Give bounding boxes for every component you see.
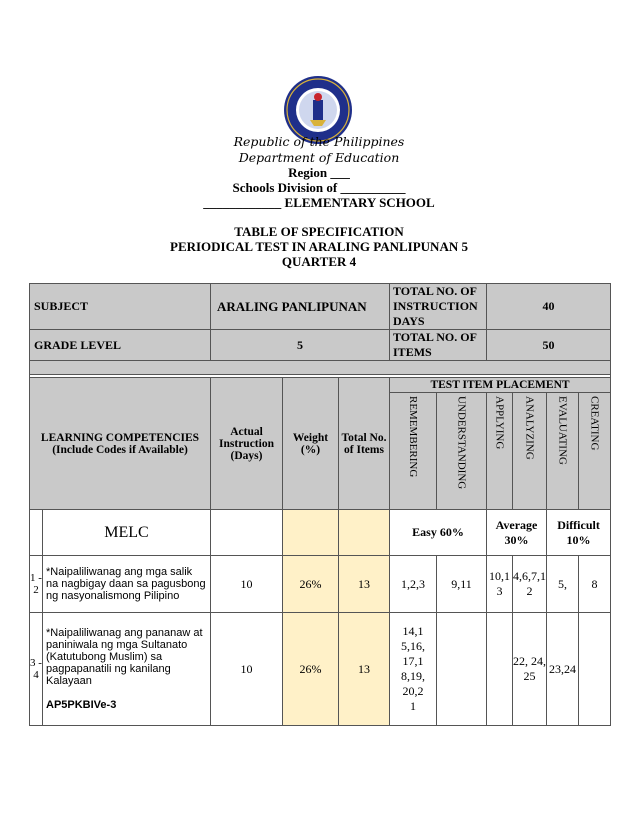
level-evaluating: EVALUATING	[547, 393, 579, 510]
competency-text: *Naipaliliwanag ang mga salik na nagbigay daan sa pagusbong ng nasyonalismong Pilipino	[43, 556, 211, 613]
melc-weight-cell	[283, 510, 339, 556]
analyzing-items: 22, 24, 25	[513, 613, 547, 726]
level-analyzing: ANALYZING	[513, 393, 547, 510]
school-line: ____________ ELEMENTARY SCHOOL	[203, 195, 435, 210]
total-items-label: TOTAL NO. OF ITEMS	[390, 330, 487, 361]
melc-days-cell	[211, 510, 283, 556]
melc-num-cell	[30, 510, 43, 556]
division-line: Schools Division of __________	[232, 180, 406, 195]
level-understanding: UNDERSTANDING	[437, 393, 487, 510]
test-item-placement-header: TEST ITEM PLACEMENT	[390, 378, 611, 393]
understanding-items	[437, 613, 487, 726]
competency-header: LEARNING COMPETENCIES (Include Codes if Available)	[30, 378, 211, 510]
grade-level-label: GRADE LEVEL	[30, 330, 211, 361]
days-value: 10	[211, 556, 283, 613]
subject-label: SUBJECT	[30, 284, 211, 330]
row-number: 3 - 4	[30, 613, 43, 726]
analyzing-items: 4,6,7,12	[513, 556, 547, 613]
competency-text: *Naipaliliwanag ang pananaw at paniniwala ng mga Sultanato (Katutubong Muslim) sa pagpapanatili ng kanilang Kalayaan	[46, 627, 203, 687]
instruction-days-label: TOTAL NO. OF INSTRUCTION DAYS	[390, 284, 487, 330]
subject-value: ARALING PANLIPUNAN	[211, 284, 390, 330]
melc-items-cell	[339, 510, 390, 556]
remembering-items: 14,15,16,17,18,19,20,21	[390, 613, 437, 726]
specification-table	[29, 283, 611, 726]
table-row	[30, 613, 611, 726]
republic-line: Republic of the Philippines	[233, 134, 405, 149]
remembering-items: 1,2,3	[390, 556, 437, 613]
region-line: Region ___	[288, 165, 350, 180]
grade-level-value: 5	[211, 330, 390, 361]
applying-items	[487, 613, 513, 726]
title-line-3: QUARTER 4	[281, 254, 357, 269]
row-number: 1 - 2	[30, 556, 43, 613]
spacer-row	[30, 361, 611, 375]
items-value: 13	[339, 613, 390, 726]
table-row	[30, 556, 611, 613]
difficult-label: Difficult 10%	[547, 510, 611, 556]
level-creating: CREATING	[579, 393, 611, 510]
understanding-items: 9,11	[437, 556, 487, 613]
title-line-2: PERIODICAL TEST IN ARALING PANLIPUNAN 5	[170, 239, 468, 254]
weight-header: Weight (%)	[283, 378, 339, 510]
total-items-header: Total No. of Items	[339, 378, 390, 510]
creating-items	[579, 613, 611, 726]
level-remembering: REMEMBERING	[390, 393, 437, 510]
days-value: 10	[211, 613, 283, 726]
evaluating-items: 23,24	[547, 613, 579, 726]
applying-items: 10,13	[487, 556, 513, 613]
actual-days-header: Actual Instruction (Days)	[211, 378, 283, 510]
weight-value: 26%	[283, 556, 339, 613]
instruction-days-value: 40	[487, 284, 611, 330]
department-line: Department of Education	[238, 150, 400, 165]
easy-label: Easy 60%	[390, 510, 487, 556]
creating-items: 8	[579, 556, 611, 613]
competency-code: AP5PKBIVe-3	[46, 699, 117, 711]
average-label: Average 30%	[487, 510, 547, 556]
melc-label: MELC	[43, 510, 211, 556]
total-items-value: 50	[487, 330, 611, 361]
competency-cell	[43, 613, 211, 726]
items-value: 13	[339, 556, 390, 613]
weight-value: 26%	[283, 613, 339, 726]
title-line-1: TABLE OF SPECIFICATION	[234, 224, 404, 239]
level-applying: APPLYING	[487, 393, 513, 510]
evaluating-items: 5,	[547, 556, 579, 613]
